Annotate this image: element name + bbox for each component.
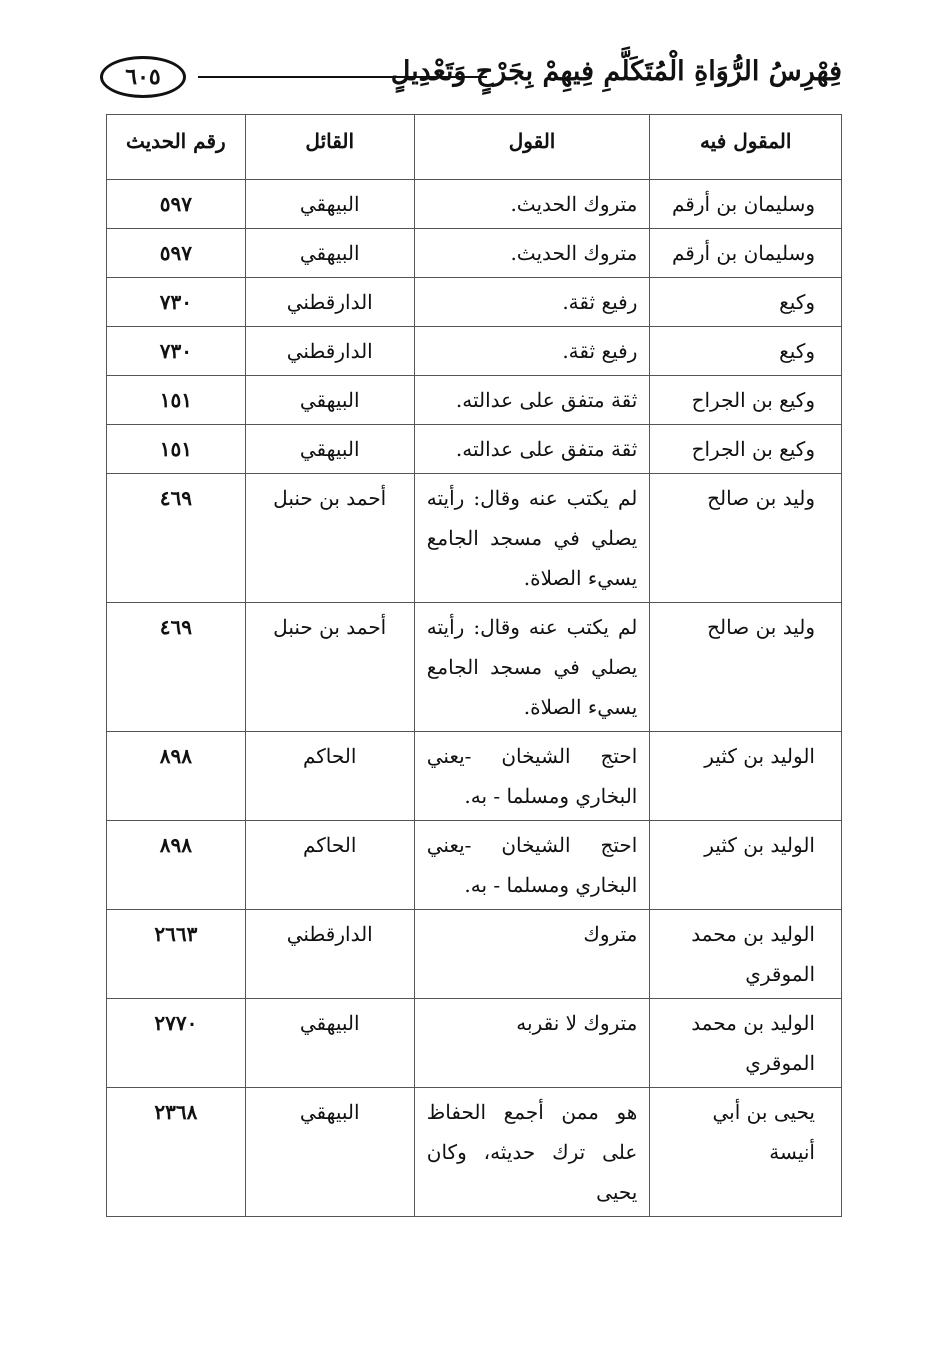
table-row — [107, 229, 842, 278]
hadith-number-cell: ٢٧٧٠ — [107, 999, 246, 1088]
speaker-cell: البيهقي — [245, 229, 414, 278]
table-row — [107, 376, 842, 425]
table-row — [107, 999, 842, 1088]
saying-cell: ثقة متفق على عدالته. — [414, 425, 650, 474]
hadith-number-cell: ٢٦٦٣ — [107, 910, 246, 999]
name-cell: وكيع بن الجراح — [650, 425, 842, 474]
speaker-cell: أحمد بن حنبل — [245, 474, 414, 603]
table-row — [107, 910, 842, 999]
table-row — [107, 327, 842, 376]
hadith-number-cell: ١٥١ — [107, 376, 246, 425]
name-cell: وسليمان بن أرقم — [650, 180, 842, 229]
speaker-cell: البيهقي — [245, 376, 414, 425]
speaker-cell: أحمد بن حنبل — [245, 603, 414, 732]
table-row — [107, 278, 842, 327]
speaker-cell: الدارقطني — [245, 910, 414, 999]
table-row — [107, 603, 842, 732]
header-number: رقم الحديث — [107, 115, 246, 180]
saying-cell: هو ممن أجمع الحفاظ على ترك حديثه، وكان يحيى — [414, 1088, 650, 1217]
table-row — [107, 821, 842, 910]
speaker-cell: الدارقطني — [245, 327, 414, 376]
hadith-number-cell: ٥٩٧ — [107, 229, 246, 278]
hadith-number-cell: ٧٣٠ — [107, 327, 246, 376]
name-cell: يحيى بن أبي أنيسة — [650, 1088, 842, 1217]
name-cell: الوليد بن كثير — [650, 732, 842, 821]
saying-cell: احتج الشيخان -يعني البخاري ومسلما - به. — [414, 821, 650, 910]
name-cell: وكيع — [650, 278, 842, 327]
name-cell: الوليد بن محمد الموقري — [650, 999, 842, 1088]
table-row — [107, 425, 842, 474]
table-body — [107, 180, 842, 1217]
narrators-table — [106, 114, 842, 1217]
table-row — [107, 180, 842, 229]
saying-cell: متروك الحديث. — [414, 229, 650, 278]
name-cell: وليد بن صالح — [650, 603, 842, 732]
hadith-number-cell: ٢٣٦٨ — [107, 1088, 246, 1217]
header-speaker: القائل — [245, 115, 414, 180]
saying-cell: احتج الشيخان -يعني البخاري ومسلما - به. — [414, 732, 650, 821]
hadith-number-cell: ٤٦٩ — [107, 603, 246, 732]
hadith-number-cell: ٤٦٩ — [107, 474, 246, 603]
name-cell: وكيع بن الجراح — [650, 376, 842, 425]
table-header-row — [107, 115, 842, 180]
speaker-cell: الحاكم — [245, 821, 414, 910]
saying-cell: ثقة متفق على عدالته. — [414, 376, 650, 425]
name-cell: وسليمان بن أرقم — [650, 229, 842, 278]
name-cell: الوليد بن محمد الموقري — [650, 910, 842, 999]
hadith-number-cell: ٨٩٨ — [107, 821, 246, 910]
saying-cell: رفيع ثقة. — [414, 327, 650, 376]
header-saying: القول — [414, 115, 650, 180]
table-row — [107, 1088, 842, 1217]
table-row — [107, 732, 842, 821]
page-title: فِهْرِسُ الرُّوَاةِ الْمُتَكَلَّمِ فِيهِمْ بِجَرْحٍ وَتَعْدِيلٍ — [390, 56, 842, 87]
speaker-cell: الحاكم — [245, 732, 414, 821]
saying-cell: لم يكتب عنه وقال: رأيته يصلي في مسجد الجامع يسيء الصلاة. — [414, 603, 650, 732]
hadith-number-cell: ٥٩٧ — [107, 180, 246, 229]
table-row — [107, 474, 842, 603]
saying-cell: متروك لا نقربه — [414, 999, 650, 1088]
name-cell: وكيع — [650, 327, 842, 376]
speaker-cell: الدارقطني — [245, 278, 414, 327]
hadith-number-cell: ٨٩٨ — [107, 732, 246, 821]
header-rule — [198, 76, 487, 78]
page-header — [100, 56, 842, 100]
name-cell: وليد بن صالح — [650, 474, 842, 603]
header-name: المقول فيه — [650, 115, 842, 180]
hadith-number-cell: ١٥١ — [107, 425, 246, 474]
saying-cell: متروك الحديث. — [414, 180, 650, 229]
saying-cell: متروك — [414, 910, 650, 999]
hadith-number-cell: ٧٣٠ — [107, 278, 246, 327]
saying-cell: لم يكتب عنه وقال: رأيته يصلي في مسجد الجامع يسيء الصلاة. — [414, 474, 650, 603]
speaker-cell: البيهقي — [245, 999, 414, 1088]
name-cell: الوليد بن كثير — [650, 821, 842, 910]
page-number: ٦٠٥ — [100, 56, 186, 98]
speaker-cell: البيهقي — [245, 180, 414, 229]
speaker-cell: البيهقي — [245, 1088, 414, 1217]
speaker-cell: البيهقي — [245, 425, 414, 474]
saying-cell: رفيع ثقة. — [414, 278, 650, 327]
